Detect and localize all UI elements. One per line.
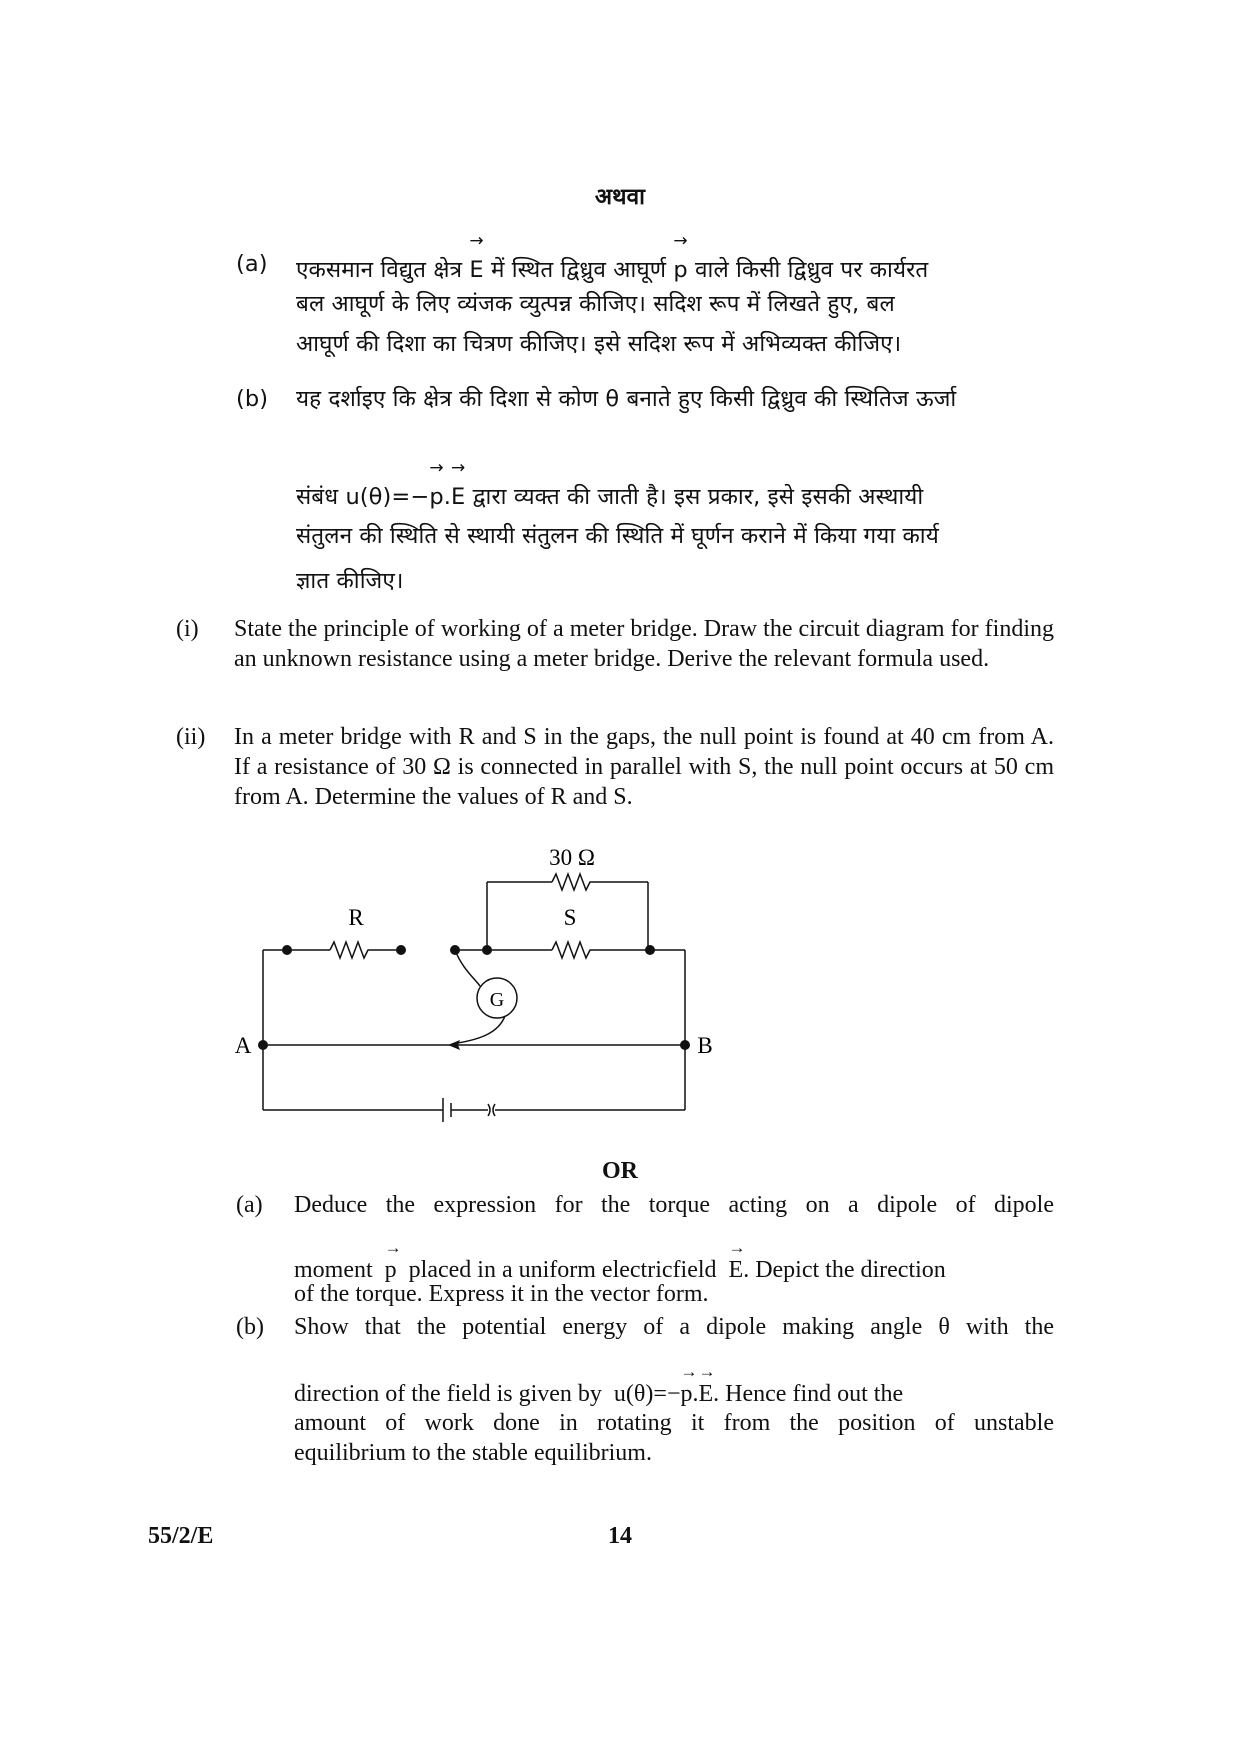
formula-segment: u(θ)=− (613, 1381, 681, 1407)
or-a-line3: of the torque. Express it in the vector form. (294, 1281, 709, 1307)
vector-p: → p (673, 243, 687, 291)
vector-e: → E (469, 243, 483, 291)
text-segment: direction of the field is given by (294, 1381, 602, 1407)
question-ii-text: In a meter bridge with R and S in the gaps, the null point is found at 40 cm from A. If a resistance of 30 Ω is connected in parallel with S, the null point occurs at 50 cm from A. Determine the values of R and S. (234, 724, 1054, 810)
hindi-a-line3: आघूर्ण की दिशा का चित्रण कीजिए। इसे सदिश रूप में अभिव्यक्त कीजिए। (296, 331, 902, 357)
text-segment: संबंध u(θ)=− (296, 484, 430, 510)
text-segment: moment (294, 1257, 373, 1283)
text-segment: द्वारा व्यक्त की जाती है। इस प्रकार, इसे इसकी अस्थायी (472, 484, 924, 510)
hindi-a-line2: बल आघूर्ण के लिए व्यंजक व्युत्पन्न कीजिए। सदिश रूप में लिखते हुए, बल (296, 291, 895, 317)
text-segment: . (443, 484, 451, 510)
or-a-line1: Deduce the expression for the torque acting on a dipole of dipole (294, 1192, 1054, 1218)
text-segment: में स्थित द्विध्रुव आघूर्ण (490, 257, 667, 283)
terminal-dot (282, 945, 292, 955)
terminal-dot (645, 945, 655, 955)
or-b-label: (b) (236, 1314, 264, 1340)
galvanometer-label: G (489, 989, 505, 1011)
vector-e: → E (729, 1249, 744, 1285)
label-30-ohm: 30 Ω (549, 845, 595, 870)
hindi-b-line4: ज्ञात कीजिए। (296, 568, 404, 594)
text-segment: एकसमान विद्युत क्षेत्र (296, 257, 463, 283)
question-ii-label: (ii) (176, 724, 206, 750)
text-segment: . (692, 1381, 699, 1407)
paper-code: 55/2/E (148, 1523, 214, 1549)
text-segment: . Hence find out the (713, 1381, 904, 1407)
label-r: R (348, 905, 364, 930)
text-segment: placed in a uniform electricfield (408, 1257, 717, 1283)
question-i-label: (i) (176, 616, 199, 642)
label-a: A (234, 1033, 252, 1058)
hindi-a-label: (a) (236, 251, 268, 277)
vector-p: → p (680, 1373, 692, 1409)
vector-e: → E (698, 1373, 713, 1409)
terminal-dot (482, 945, 492, 955)
label-b: B (697, 1033, 713, 1058)
text-segment: . Depict the direction (743, 1257, 946, 1283)
hindi-or-heading: अथवा (594, 184, 646, 210)
question-i-text: State the principle of working of a meter bridge. Draw the circuit diagram for finding an unknown resistance using a meter bridge. Derive the relevant formula used. (234, 616, 1054, 672)
vector-e: → E (451, 470, 465, 518)
page-number: 14 (608, 1523, 632, 1549)
or-b-line2 (294, 1373, 1054, 1409)
or-heading: OR (602, 1158, 638, 1184)
hindi-b-label: (b) (236, 386, 269, 412)
or-a-label: (a) (236, 1192, 263, 1218)
terminal-dot (450, 945, 460, 955)
terminal-dot (396, 945, 406, 955)
hindi-b-line2 (296, 470, 923, 518)
meter-bridge-diagram (220, 835, 740, 1125)
or-b-line4: equilibrium to the stable equilibrium. (294, 1440, 652, 1466)
hindi-b-line1: यह दर्शाइए कि क्षेत्र की दिशा से कोण θ बनाते हुए किसी द्विध्रुव की स्थितिज ऊर्जा (296, 386, 957, 412)
or-b-line1: Show that the potential energy of a dipole making angle θ with the (294, 1314, 1054, 1340)
vector-p: → p (429, 470, 443, 518)
terminal-a-dot (258, 1040, 268, 1050)
or-b-line3: amount of work done in rotating it from the position of unstable (294, 1410, 1054, 1436)
vector-p: → p (385, 1249, 397, 1285)
terminal-b-dot (680, 1040, 690, 1050)
hindi-b-line3: संतुलन की स्थिति से स्थायी संतुलन की स्थिति में घूर्णन कराने में किया गया कार्य (296, 523, 939, 549)
label-s: S (563, 905, 577, 930)
text-segment: वाले किसी द्विध्रुव पर कार्यरत (695, 257, 929, 283)
